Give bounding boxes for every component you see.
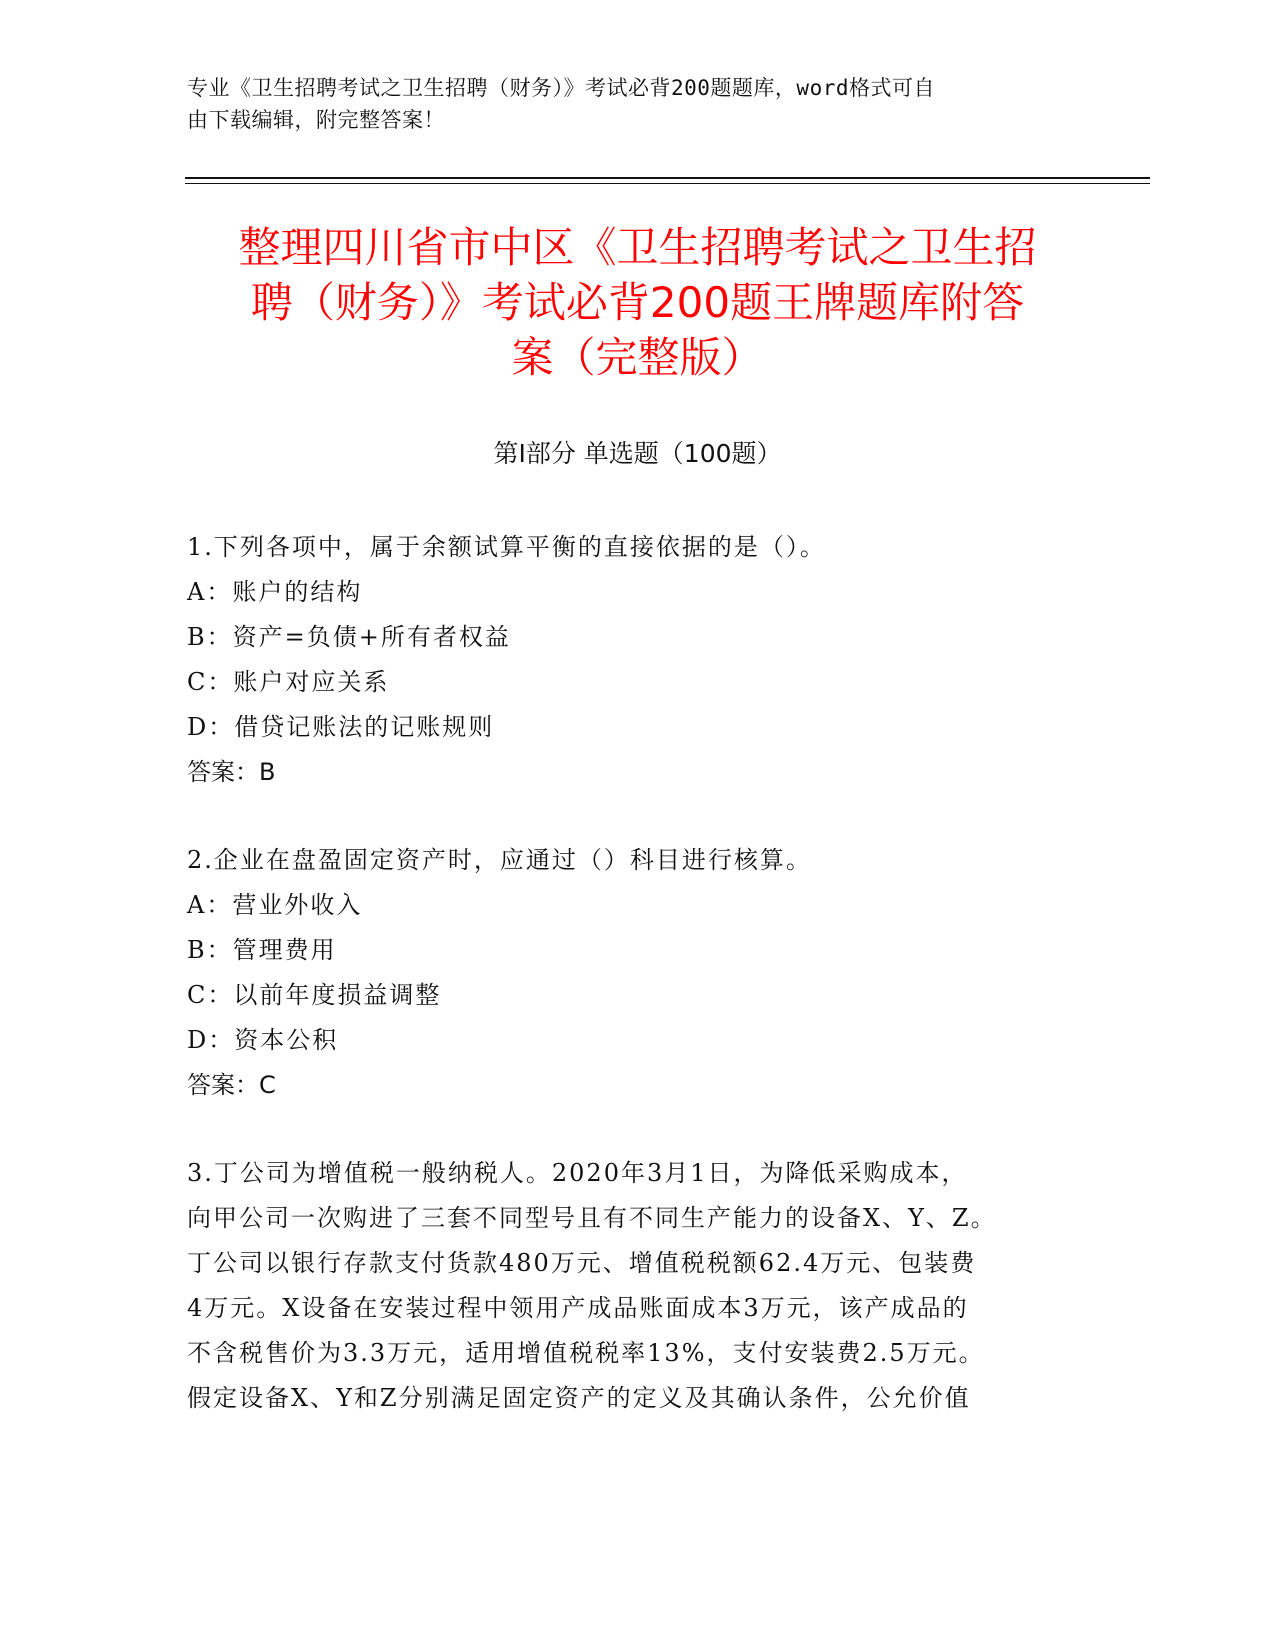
document-title <box>160 220 1115 385</box>
option-d: D：资本公积 <box>187 1026 339 1054</box>
option-b: B：资产=负债+所有者权益 <box>187 623 511 651</box>
header-divider-thick <box>185 177 1150 179</box>
document-title-line-1: 整理四川省市中区《卫生招聘考试之卫生招 <box>238 223 1037 272</box>
option-a: A：账户的结构 <box>187 578 363 606</box>
question-2 <box>187 838 1067 1108</box>
header-note <box>187 72 1067 136</box>
question-stem: 1.下列各项中，属于余额试算平衡的直接依据的是（）。 <box>187 533 826 561</box>
option-c: C：以前年度损益调整 <box>187 981 442 1009</box>
document-title-line-2: 聘（财务）》考试必背200题王牌题库附答 <box>250 278 1025 327</box>
answer-label: 答案：B <box>187 758 276 786</box>
question-stem-line-2: 向甲公司一次购进了三套不同型号且有不同生产能力的设备X、Y、Z。 <box>187 1204 997 1232</box>
option-a: A：营业外收入 <box>187 891 363 919</box>
option-c: C：账户对应关系 <box>187 668 390 696</box>
question-list <box>187 525 1067 1464</box>
option-d: D：借贷记账法的记账规则 <box>187 713 495 741</box>
question-stem-line-3: 丁公司以银行存款支付货款480万元、增值税税额62.4万元、包装费 <box>187 1249 977 1277</box>
header-note-line-1: 专业《卫生招聘考试之卫生招聘（财务）》考试必背200题题库，word格式可自 <box>187 76 935 100</box>
section-heading: 第Ⅰ部分 单选题（100题） <box>493 439 782 468</box>
question-1 <box>187 525 1067 795</box>
question-stem-line-6: 假定设备X、Y和Z分别满足固定资产的定义及其确认条件，公允价值 <box>187 1384 971 1412</box>
question-3 <box>187 1151 1067 1421</box>
header-divider-thin <box>185 183 1150 184</box>
question-stem-line-5: 不含税售价为3.3万元，适用增值税税率13%，支付安装费2.5万元。 <box>187 1339 985 1367</box>
question-stem-line-4: 4万元。X设备在安装过程中领用产成品账面成本3万元，该产成品的 <box>187 1294 969 1322</box>
answer-label: 答案：C <box>187 1071 276 1099</box>
question-stem-line-1: 3.丁公司为增值税一般纳税人。2020年3月1日，为降低采购成本， <box>187 1159 968 1187</box>
question-stem: 2.企业在盘盈固定资产时，应通过（）科目进行核算。 <box>187 846 812 874</box>
option-b: B：管理费用 <box>187 936 337 964</box>
header-note-line-2: 由下载编辑，附完整答案！ <box>187 108 445 132</box>
document-title-line-3: 案（完整版） <box>511 333 764 382</box>
